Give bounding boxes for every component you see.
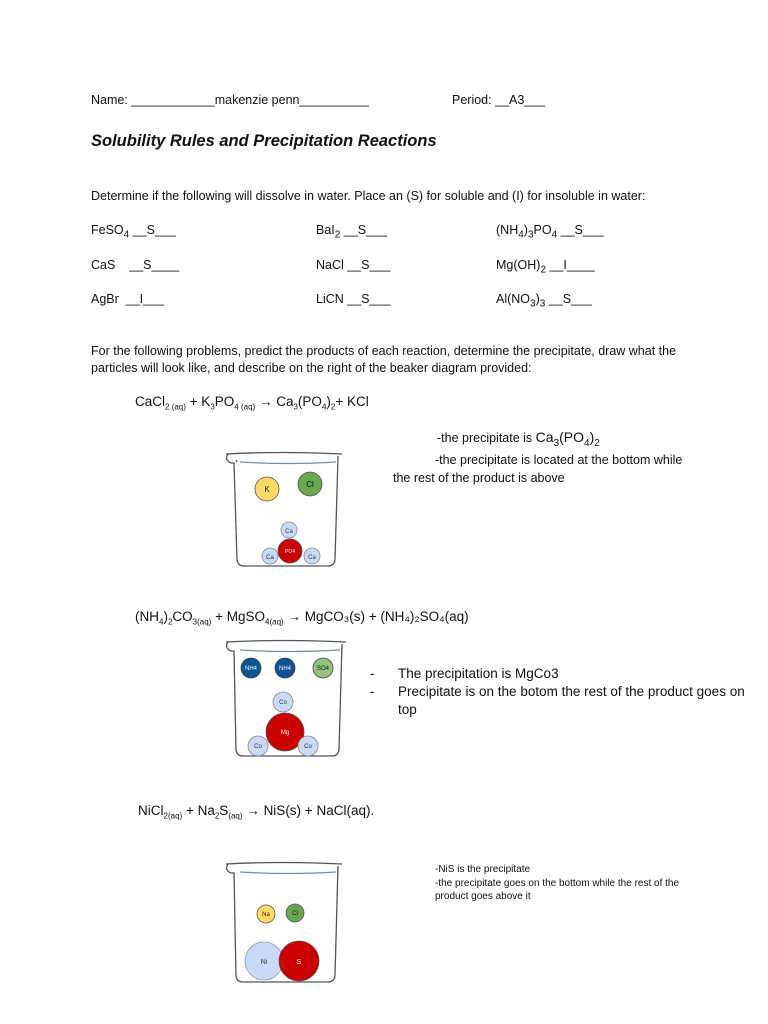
particle-nh4-2 [275,658,295,678]
problem2-bullet-2: - [370,684,375,699]
svg-text:Co: Co [279,700,287,706]
problem3-note-3: product goes above it [435,891,531,902]
beaker-diagram-3 [220,858,350,988]
particle-so4 [313,658,333,678]
particle-cl [286,904,304,922]
solubility-item-cas: CaS __S____ [91,258,180,272]
problem2-note-3: top [398,702,417,717]
particle-co-right [298,736,318,756]
problem1-note-1: -the precipitate is $Ca_3(PO_4)_2$ [437,429,600,449]
svg-text:Co: Co [304,744,312,750]
solubility-item-nacl: NaCl __S___ [316,258,391,272]
reaction-equation-3: NiCl$_{2(aq)}$ + $Na_2S_{(aq)} \to NiS(s)$ + NaCl(aq). [138,803,375,821]
svg-text:Cl: Cl [292,911,298,917]
name-line: Name: ____________makenzie penn__________ [91,93,370,107]
particle-k [255,477,279,501]
particle-s [279,941,319,981]
svg-text:SO4: SO4 [316,666,330,672]
svg-text:Ca: Ca [285,529,293,535]
reaction-instructions-line2: particles will look like, and describe on the right of the beaker diagram provided: [91,361,532,375]
solubility-item-bai2: BaI$_2$ __S___ [316,223,387,241]
solubility-item-nh43po4: $(NH_4)_3PO_4$ __S___ [496,223,604,241]
svg-text:Mg: Mg [280,730,290,736]
problem2-note-1: The precipitation is MgCo3 [398,666,559,681]
beaker-diagram-1 [220,448,350,570]
svg-text:Co: Co [254,744,262,750]
period-line: Period: __A3___ [452,93,546,107]
page-title: Solubility Rules and Precipitation Reactions [91,132,437,150]
solubility-instructions: Determine if the following will dissolve in water. Place an (S) for soluble and (I) for insoluble in water: [91,189,646,203]
svg-text:S: S [296,959,302,966]
svg-text:PO4: PO4 [284,549,296,555]
reaction-instructions-line1: For the following problems, predict the products of each reaction, determine the precipitate, draw what the [91,344,677,358]
particle-nh4-1 [241,658,261,678]
problem2-bullet-1: - [370,666,375,681]
solubility-item-feso4: FeSO$_4$ __S___ [91,223,176,241]
particle-ca-right [304,548,320,564]
particle-na [257,905,275,923]
svg-text:Cl: Cl [306,480,314,489]
particle-ca-left [262,548,278,564]
solubility-item-alno33: $Al(NO_3)_3$ __S___ [496,292,592,310]
solubility-item-agbr: AgBr __I___ [91,292,164,306]
particle-ca-top [281,522,297,538]
problem1-note-3: the rest of the product is above [393,471,565,485]
svg-text:NH4: NH4 [244,666,258,672]
problem3-note-1: -NiS is the precipitate [435,864,531,875]
svg-text:Na: Na [262,912,270,918]
reaction-equation-1: CaCl$_{2 (aq)}$ + $K_3PO_{4 (aq)} \to Ca_3(PO_4)_2+$ KCl [135,394,369,412]
problem2-note-2: Precipitate is on the botom the rest of the product goes on [398,684,745,699]
particle-co-top [273,692,293,712]
svg-text:Ca: Ca [266,555,274,561]
particle-cl [298,472,322,496]
problem3-note-2: -the precipitate goes on the bottom while the rest of the [435,878,680,889]
svg-text:Ni: Ni [260,959,268,966]
particle-po4 [278,539,302,563]
reaction-equation-2: $(NH_4)_2CO_{3(aq)}$ + MgSO$_{4(aq)}$ → MgCO₃(s) + (NH₄)₂SO₄(aq) [135,609,469,627]
svg-text:K: K [264,485,270,494]
solubility-item-licn: LiCN __S___ [316,292,391,306]
particle-ni [245,942,283,980]
particle-co-left [248,736,268,756]
svg-text:NH4: NH4 [278,666,292,672]
svg-text:Ca: Ca [308,555,316,561]
problem1-note-2: -the precipitate is located at the bottom while [435,453,683,467]
beaker-diagram-2 [220,636,350,762]
solubility-item-mgoh2: $Mg(OH)_2$ __I____ [496,258,595,276]
